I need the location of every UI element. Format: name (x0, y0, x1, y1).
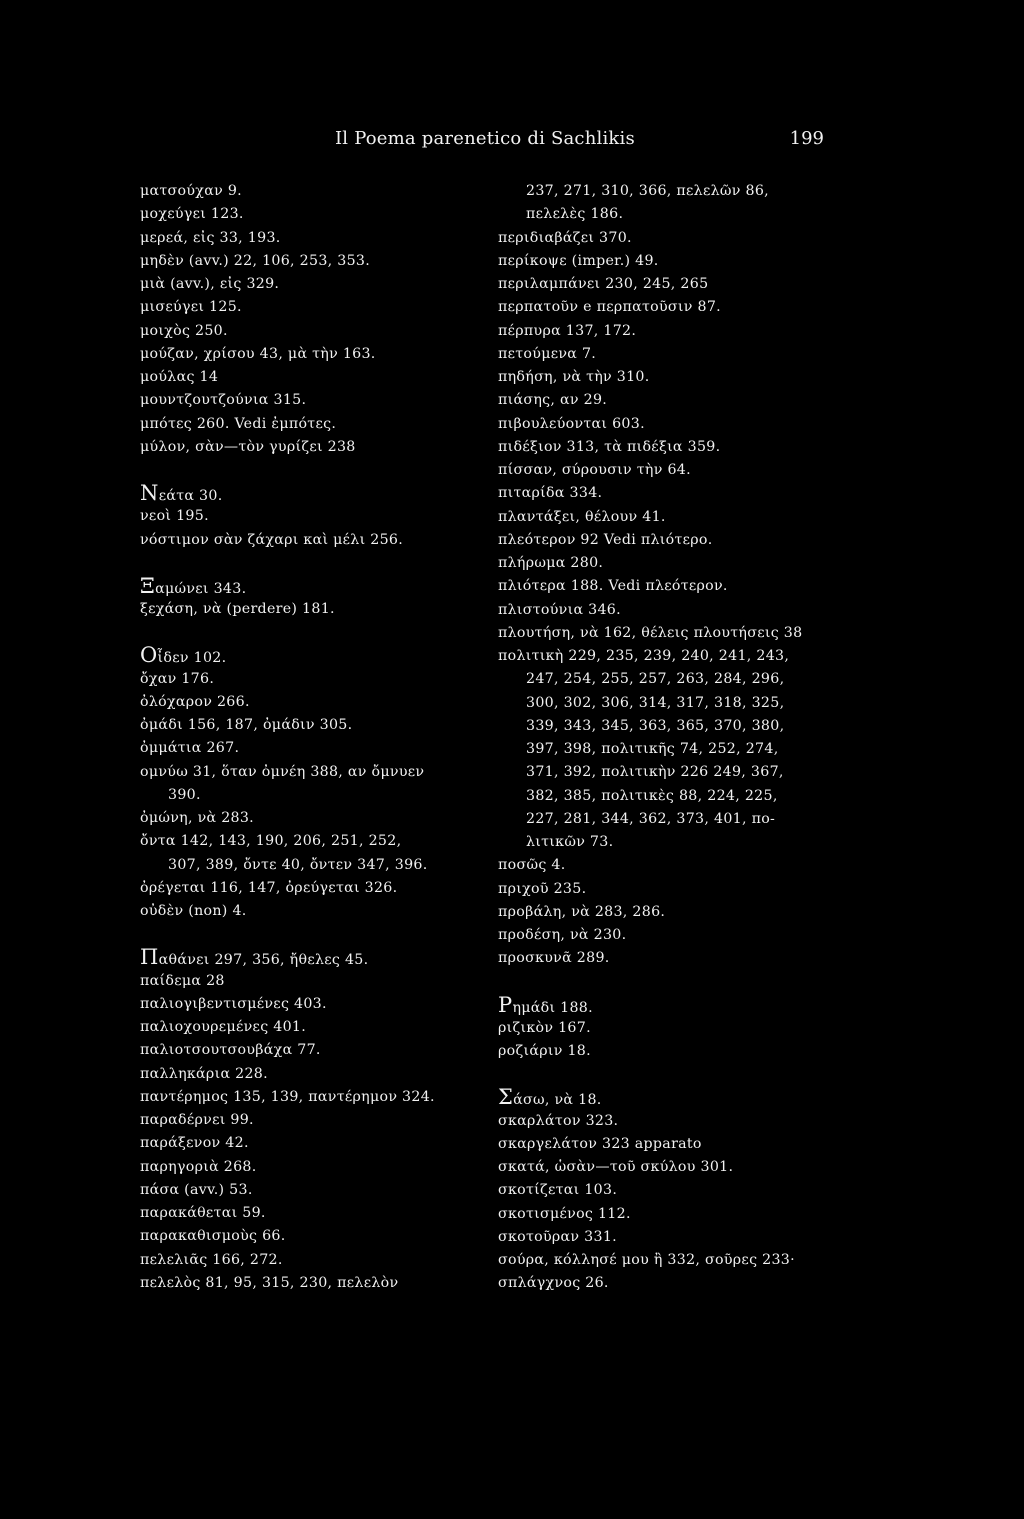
index-entry-text: οὐδὲν (non) 4. (140, 903, 247, 919)
index-entry (498, 1133, 838, 1156)
index-entry (498, 761, 838, 784)
index-entry (140, 227, 485, 250)
index-entry-text: πιδέξιον 313, τὰ πιδέξια 359. (498, 438, 721, 455)
index-entry-text: πελελιᾶς 166, 272. (140, 1251, 283, 1268)
index-entry-text: 382, 385, πολιτικὲς 88, 224, 225, (526, 787, 778, 804)
index-entry (498, 203, 838, 226)
index-entry-text: παρακάθεται 59. (140, 1205, 266, 1221)
index-entry-text: παρακαθισμοὺς 66. (140, 1228, 286, 1245)
index-entry (498, 668, 838, 691)
index-entry (140, 946, 485, 969)
index-entry (498, 1179, 838, 1202)
index-entry-text: πριχοῦ 235. (498, 880, 587, 897)
index-entry-text: περπατοῦν e περπατοῦσιν 87. (498, 299, 721, 316)
index-entry (140, 1156, 485, 1179)
index-entry (140, 1039, 485, 1062)
index-entry (140, 1086, 485, 1109)
index-entry-text: παρηγοριὰ 268. (140, 1158, 257, 1175)
index-entry-text: 371, 392, πολιτικὴν 226 249, 367, (526, 764, 784, 781)
index-entry-text: πάσα (avv.) 53. (140, 1181, 253, 1198)
index-entry (498, 878, 838, 901)
index-entry-text: ἶδεν 102. (157, 650, 227, 667)
index-entry (498, 296, 838, 319)
index-entry (498, 1017, 838, 1040)
index-entry-text: προδέση, νὰ 230. (498, 927, 627, 943)
index-entry-text: 247, 254, 255, 257, 263, 284, 296, (526, 671, 785, 688)
index-entry (498, 1156, 838, 1179)
index-entry-text: πετούμενα 7. (498, 345, 597, 362)
index-entry-text: ξεχάση, νὰ (perdere) 181. (140, 601, 335, 617)
index-entry-text: μύλον, σὰν—τὸν γυρίζει 238 (140, 438, 356, 455)
index-entry-text: ὀρέγεται 116, 147, ὀρεύγεται 326. (140, 879, 398, 896)
index-entry-text: ὀλόχαρον 266. (140, 693, 250, 710)
index-entry (498, 180, 838, 203)
index-entry (498, 692, 838, 715)
section-initial: P (498, 992, 513, 1017)
index-entry (498, 645, 838, 668)
section-initial: O (140, 643, 158, 668)
section-initial: Π (140, 945, 159, 970)
index-entry (140, 1063, 485, 1086)
index-entry-text: πηδήση, νὰ τὴν 310. (498, 369, 650, 385)
index-entry-text: μοιχὸς 250. (140, 322, 228, 339)
page-number: 199 (789, 128, 824, 149)
index-entry (498, 924, 838, 947)
index-entry (140, 668, 485, 691)
index-entry (140, 180, 485, 203)
index-entry-text: παλιοτσουτσουβάχα 77. (140, 1042, 321, 1059)
index-entry-text: σκαργελάτον 323 apparato (498, 1135, 702, 1152)
index-column-right (498, 180, 838, 1296)
index-entry (140, 1225, 485, 1248)
index-entry (498, 1226, 838, 1249)
index-entry (498, 459, 838, 482)
index-entry-text: ποσῶς 4. (498, 857, 566, 874)
index-entry (140, 413, 485, 436)
index-entry (498, 552, 838, 575)
index-entry (140, 366, 485, 389)
section-gap (140, 552, 485, 575)
index-entry-text: άσω, νὰ 18. (513, 1092, 602, 1109)
index-entry (498, 250, 838, 273)
index-entry-text: λιτικῶν 73. (526, 834, 614, 850)
index-entry (140, 784, 485, 807)
index-entry (498, 599, 838, 622)
index-entry-text: πιταρίδα 334. (498, 485, 603, 502)
index-entry-text: πελελὲς 186. (526, 206, 624, 223)
index-entry-text: περιδιαβάζει 370. (498, 229, 632, 246)
index-entry-text: πέρπυρα 137, 172. (498, 322, 637, 339)
index-entry-text: ομνύω 31, ὅταν ὀμνέη 388, αν ὄμνυεν (140, 763, 425, 780)
index-entry (498, 482, 838, 505)
index-entry (498, 343, 838, 366)
index-entry-text: μούζαν, χρίσου 43, μὰ τὴν 163. (140, 345, 376, 362)
index-entry-text: αθάνει 297, 356, ἤθελες 45. (158, 952, 369, 969)
index-entry-text: πλαντάξει, θέλουν 41. (498, 508, 666, 525)
section-gap (498, 1063, 838, 1086)
index-entry-text: νεοὶ 195. (140, 508, 209, 525)
index-entry-text: σπλάγχνος 26. (498, 1275, 609, 1292)
index-entry (140, 644, 485, 667)
index-entry (140, 854, 485, 877)
index-entry (498, 947, 838, 970)
index-entry (140, 1016, 485, 1039)
index-entry-text: μηδὲν (avv.) 22, 106, 253, 353. (140, 252, 371, 269)
index-entry (498, 785, 838, 808)
index-entry-text: ματσούχαν 9. (140, 183, 242, 199)
index-entry (140, 389, 485, 412)
index-entry-text: εάτα 30. (158, 488, 223, 504)
index-entry (498, 715, 838, 738)
index-entry (140, 970, 485, 993)
index-entry-text: περίκοψε (imper.) 49. (498, 252, 659, 269)
section-gap (140, 923, 485, 946)
index-entry (140, 482, 485, 505)
index-entry (498, 1110, 838, 1133)
index-entry (140, 529, 485, 552)
index-entry-text: προβάλη, νὰ 283, 286. (498, 903, 666, 920)
index-entry (498, 273, 838, 296)
section-gap (498, 971, 838, 994)
index-entry-text: 300, 302, 306, 314, 317, 318, 325, (526, 694, 785, 711)
index-entry (140, 296, 485, 319)
index-entry (498, 901, 838, 924)
index-entry-text: πιάσης, αν 29. (498, 392, 608, 409)
index-entry (140, 1272, 485, 1295)
index-entry (498, 994, 838, 1017)
index-entry-text: πελελὸς 81, 95, 315, 230, πελελὸν (140, 1274, 399, 1291)
index-entry-text: μπότες 260. Vedi ἐμπότες. (140, 415, 337, 432)
index-entry-text: 339, 343, 345, 363, 365, 370, 380, (526, 717, 785, 734)
section-initial: N (140, 481, 159, 505)
index-entry (498, 831, 838, 854)
index-entry-text: 397, 398, πολιτικῆς 74, 252, 274, (526, 741, 779, 757)
index-entry-text: σκοτίζεται 103. (498, 1182, 618, 1199)
index-entry-text: μερεά, εἰς 33, 193. (140, 229, 281, 246)
header-title: Il Poema parenetico di Sachlikis (335, 128, 635, 149)
index-entry (498, 738, 838, 761)
index-entry-text: παραδέρνει 99. (140, 1112, 254, 1128)
index-entry (140, 1249, 485, 1272)
index-entry-text: παίδεμα 28 (140, 972, 225, 989)
index-entry (140, 761, 485, 784)
index-entry (140, 575, 485, 598)
index-entry-text: σκοτισμένος 112. (498, 1205, 631, 1222)
index-entry (498, 1086, 838, 1109)
index-entry (498, 1272, 838, 1295)
index-entry-text: παλληκάρια 228. (140, 1065, 268, 1082)
index-entry (498, 366, 838, 389)
index-entry (498, 506, 838, 529)
index-entry (140, 320, 485, 343)
index-entry (498, 1203, 838, 1226)
index-entry (140, 691, 485, 714)
index-entry-text: ὀμάδι 156, 187, ὀμάδιν 305. (140, 717, 353, 733)
index-entry-text: ροζιάριν 18. (498, 1043, 591, 1059)
index-entry (140, 1179, 485, 1202)
index-entry-text: μούλας 14 (140, 369, 219, 385)
index-entry-text: πλουτήση, νὰ 162, θέλεις πλουτήσεις 38 (498, 624, 803, 641)
index-entry-text: ὄντα 142, 143, 190, 206, 251, 252, (140, 833, 402, 850)
index-entry-text: πιβουλεύονται 603. (498, 415, 645, 432)
index-entry-text: παλιοχουρεμένες 401. (140, 1019, 307, 1035)
index-entry (140, 877, 485, 900)
index-entry (140, 273, 485, 296)
section-initial: Ξ (140, 573, 156, 598)
index-entry-text: σκαρλάτον 323. (498, 1112, 619, 1129)
index-entry (498, 389, 838, 412)
index-entry-text: 307, 389, ὄντε 40, ὄντεν 347, 396. (168, 856, 428, 873)
index-entry (498, 575, 838, 598)
index-entry-text: παντέρημος 135, 139, παντέρημον 324. (140, 1088, 435, 1105)
index-entry-text: πλιότερα 188. Vedi πλεότερον. (498, 578, 728, 595)
index-entry-text: πλήρωμα 280. (498, 555, 604, 571)
index-entry (140, 807, 485, 830)
section-gap (140, 459, 485, 482)
index-entry-text: μισεύγει 125. (140, 299, 242, 316)
running-header (0, 128, 1024, 154)
section-gap (140, 621, 485, 644)
index-entry (140, 1202, 485, 1225)
index-entry-text: πλεότερον 92 Vedi πλιότερο. (498, 531, 713, 548)
index-entry (498, 227, 838, 250)
index-entry (498, 529, 838, 552)
index-entry (498, 1249, 838, 1272)
index-column-left (140, 180, 485, 1295)
index-entry-text: νόστιμον σὰν ζάχαρι καὶ μέλι 256. (140, 531, 404, 548)
index-entry (140, 203, 485, 226)
index-entry-text: ὄχαν 176. (140, 670, 215, 687)
index-entry (140, 598, 485, 621)
index-entry-text: ὀμώνη, νὰ 283. (140, 810, 254, 826)
index-entry (140, 250, 485, 273)
index-entry (140, 1109, 485, 1132)
index-entry (498, 436, 838, 459)
index-entry (498, 1040, 838, 1063)
section-initial: Σ (498, 1085, 514, 1110)
index-entry-text: σκατά, ὡσὰν—τοῦ σκύλου 301. (498, 1159, 734, 1175)
index-entry (498, 622, 838, 645)
index-entry (498, 413, 838, 436)
index-entry-text: ριζικὸν 167. (498, 1019, 591, 1036)
index-entry-text: μιὰ (avv.), εἰς 329. (140, 276, 280, 292)
index-entry-text: παλιογιβεντισμένες 403. (140, 995, 327, 1012)
index-entry-text: μοχεύγει 123. (140, 206, 244, 223)
index-entry-text: πλιστούνια 346. (498, 601, 621, 618)
index-entry-text: 390. (168, 786, 201, 803)
index-entry (498, 320, 838, 343)
index-entry (140, 505, 485, 528)
index-entry-text: παράξενον 42. (140, 1135, 249, 1152)
index-entry (140, 343, 485, 366)
index-entry (140, 714, 485, 737)
index-entry-text: μουντζουτζούνια 315. (140, 392, 307, 409)
index-entry-text: προσκυνᾶ 289. (498, 950, 610, 967)
index-entry-text: περιλαμπάνει 230, 245, 265 (498, 276, 709, 292)
index-entry (140, 993, 485, 1016)
index-entry-text: ὀμμάτια 267. (140, 740, 240, 757)
index-entry (140, 830, 485, 853)
index-entry (140, 737, 485, 760)
index-entry-text: σκοτοῦραν 331. (498, 1228, 617, 1245)
index-entry-text: 237, 271, 310, 366, πελελῶν 86, (526, 183, 769, 199)
index-entry (498, 854, 838, 877)
index-entry-text: πίσσαν, σύρουσιν τὴν 64. (498, 462, 691, 478)
index-entry (140, 1132, 485, 1155)
index-entry (140, 436, 485, 459)
index-entry-text: ημάδι 188. (512, 999, 593, 1016)
index-entry-text: αμώνει 343. (155, 580, 247, 597)
index-entry-text: σούρα, κόλλησέ μου ἢ 332, σοῦρες 233· (498, 1252, 795, 1268)
index-entry (498, 808, 838, 831)
index-entry (140, 900, 485, 923)
index-entry-text: πολιτικὴ 229, 235, 239, 240, 241, 243, (498, 648, 790, 664)
index-entry-text: 227, 281, 344, 362, 373, 401, πο- (526, 810, 776, 827)
